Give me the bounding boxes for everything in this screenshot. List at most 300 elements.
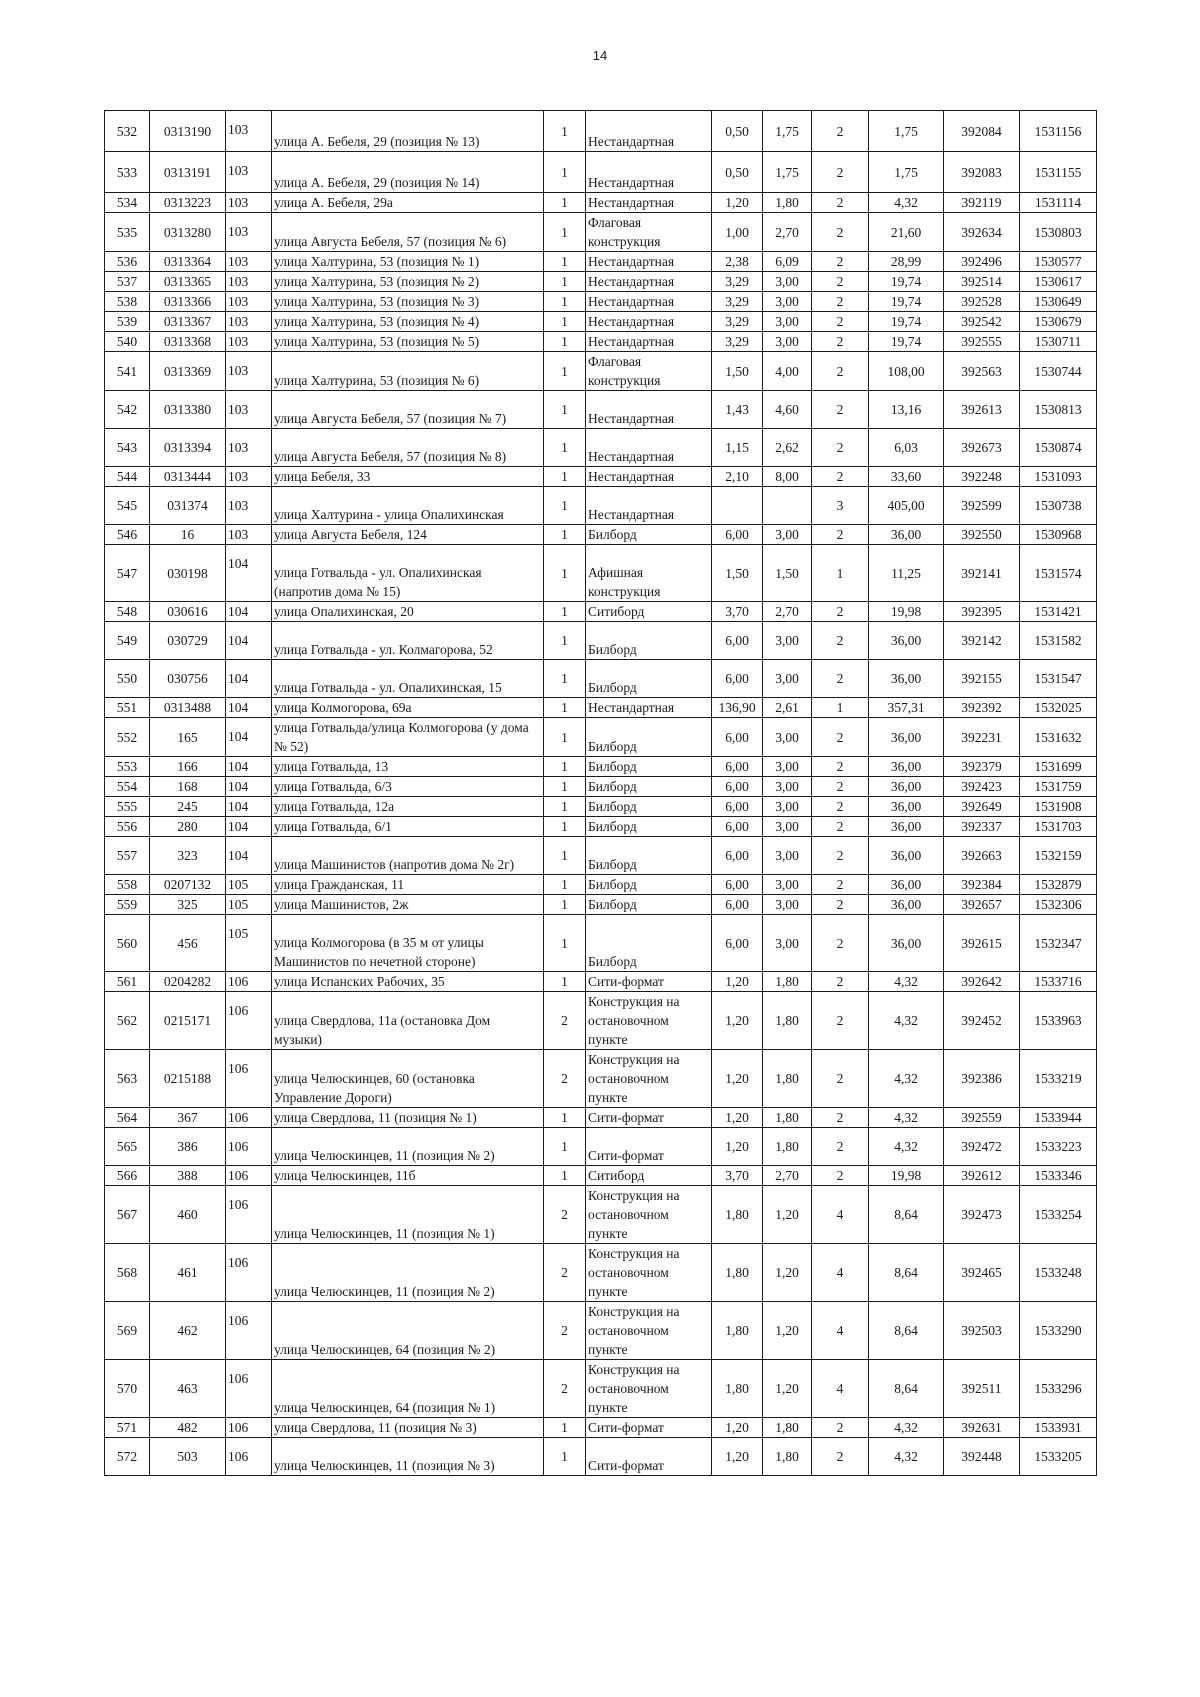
sides-count-cell: 1: [544, 972, 586, 992]
height-cell: 3,00: [763, 875, 812, 895]
address-cell: улица Челюскинцев, 60 (остановка Управление Дороги): [272, 1050, 544, 1108]
x-coordinate-cell: 392503: [944, 1302, 1020, 1360]
sides-count-cell: 1: [544, 252, 586, 272]
table-row: [105, 312, 1097, 332]
y-coordinate-cell: 1532025: [1020, 698, 1097, 718]
row-number-cell: 540: [105, 332, 150, 352]
y-coordinate-cell: 1530968: [1020, 525, 1097, 545]
structure-type-cell: Нестандартная: [586, 487, 712, 525]
height-cell: 2,70: [763, 602, 812, 622]
area-cell: 8,64: [869, 1360, 944, 1418]
address-cell: улица Машинистов (напротив дома № 2г): [272, 837, 544, 875]
area-cell: 36,00: [869, 797, 944, 817]
width-cell: 6,00: [712, 622, 763, 660]
height-cell: 3,00: [763, 817, 812, 837]
x-coordinate-cell: 392395: [944, 602, 1020, 622]
height-cell: 4,00: [763, 352, 812, 391]
structure-code-cell: 165: [150, 718, 226, 757]
y-coordinate-cell: 1533716: [1020, 972, 1097, 992]
table-row: [105, 777, 1097, 797]
address-cell: улица Августа Бебеля, 124: [272, 525, 544, 545]
y-coordinate-cell: 1531093: [1020, 467, 1097, 487]
sides-count-cell: 1: [544, 429, 586, 467]
y-coordinate-cell: 1530803: [1020, 213, 1097, 252]
table-row: [105, 545, 1097, 602]
district-code-cell: 106: [226, 1050, 272, 1108]
sides-count-cell: 1: [544, 817, 586, 837]
x-coordinate-cell: 392550: [944, 525, 1020, 545]
structure-code-cell: 030756: [150, 660, 226, 698]
area-cell: 405,00: [869, 487, 944, 525]
x-coordinate-cell: 392465: [944, 1244, 1020, 1302]
area-cell: 36,00: [869, 757, 944, 777]
structure-type-cell: Билборд: [586, 915, 712, 972]
structure-code-cell: 456: [150, 915, 226, 972]
table-row: [105, 837, 1097, 875]
structure-type-cell: Сити-формат: [586, 1438, 712, 1476]
address-cell: улица Свердлова, 11 (позиция № 1): [272, 1108, 544, 1128]
field-count-cell: 2: [812, 391, 869, 429]
structure-type-cell: Ситиборд: [586, 1166, 712, 1186]
y-coordinate-cell: 1533254: [1020, 1186, 1097, 1244]
width-cell: 6,00: [712, 757, 763, 777]
height-cell: 3,00: [763, 757, 812, 777]
y-coordinate-cell: 1530711: [1020, 332, 1097, 352]
x-coordinate-cell: 392555: [944, 332, 1020, 352]
x-coordinate-cell: 392452: [944, 992, 1020, 1050]
structure-code-cell: 0313394: [150, 429, 226, 467]
area-cell: 36,00: [869, 622, 944, 660]
sides-count-cell: 1: [544, 487, 586, 525]
table-row: [105, 1186, 1097, 1244]
y-coordinate-cell: 1532306: [1020, 895, 1097, 915]
district-code-cell: 103: [226, 525, 272, 545]
x-coordinate-cell: 392231: [944, 718, 1020, 757]
field-count-cell: 2: [812, 777, 869, 797]
height-cell: 3,00: [763, 332, 812, 352]
district-code-cell: 104: [226, 718, 272, 757]
structure-code-cell: 463: [150, 1360, 226, 1418]
table-row: [105, 152, 1097, 193]
y-coordinate-cell: 1530617: [1020, 272, 1097, 292]
structure-code-cell: 16: [150, 525, 226, 545]
sides-count-cell: 1: [544, 895, 586, 915]
table-row: [105, 915, 1097, 972]
structure-type-cell: Нестандартная: [586, 332, 712, 352]
table-row: [105, 352, 1097, 391]
sides-count-cell: 1: [544, 1166, 586, 1186]
height-cell: 1,75: [763, 152, 812, 193]
width-cell: 3,29: [712, 312, 763, 332]
district-code-cell: 104: [226, 817, 272, 837]
field-count-cell: 1: [812, 698, 869, 718]
row-number-cell: 563: [105, 1050, 150, 1108]
field-count-cell: 2: [812, 992, 869, 1050]
table-row: [105, 111, 1097, 152]
height-cell: 1,20: [763, 1360, 812, 1418]
address-cell: улица Машинистов, 2ж: [272, 895, 544, 915]
structure-code-cell: 030729: [150, 622, 226, 660]
y-coordinate-cell: 1531421: [1020, 602, 1097, 622]
address-cell: улица Августа Бебеля, 57 (позиция № 7): [272, 391, 544, 429]
area-cell: 357,31: [869, 698, 944, 718]
district-code-cell: 104: [226, 622, 272, 660]
district-code-cell: 103: [226, 292, 272, 312]
sides-count-cell: 1: [544, 193, 586, 213]
height-cell: 1,80: [763, 193, 812, 213]
area-cell: 36,00: [869, 895, 944, 915]
address-cell: улица Готвальда - ул. Опалихинская, 15: [272, 660, 544, 698]
structure-code-cell: 0215171: [150, 992, 226, 1050]
width-cell: 1,20: [712, 1108, 763, 1128]
structure-code-cell: 388: [150, 1166, 226, 1186]
structure-code-cell: 482: [150, 1418, 226, 1438]
row-number-cell: 538: [105, 292, 150, 312]
table-row: [105, 213, 1097, 252]
y-coordinate-cell: 1532347: [1020, 915, 1097, 972]
structure-code-cell: 0313365: [150, 272, 226, 292]
table-row: [105, 698, 1097, 718]
area-cell: 1,75: [869, 152, 944, 193]
y-coordinate-cell: 1533248: [1020, 1244, 1097, 1302]
field-count-cell: 4: [812, 1186, 869, 1244]
address-cell: улица Халтурина, 53 (позиция № 2): [272, 272, 544, 292]
area-cell: 28,99: [869, 252, 944, 272]
row-number-cell: 551: [105, 698, 150, 718]
width-cell: 0,50: [712, 152, 763, 193]
address-cell: улица Бебеля, 33: [272, 467, 544, 487]
area-cell: 36,00: [869, 915, 944, 972]
field-count-cell: 2: [812, 797, 869, 817]
address-cell: улица А. Бебеля, 29 (позиция № 14): [272, 152, 544, 193]
address-cell: улица Колмогорова (в 35 м от улицы Машинистов по нечетной стороне): [272, 915, 544, 972]
height-cell: 3,00: [763, 660, 812, 698]
area-cell: 19,74: [869, 292, 944, 312]
y-coordinate-cell: 1533290: [1020, 1302, 1097, 1360]
x-coordinate-cell: 392615: [944, 915, 1020, 972]
height-cell: 3,00: [763, 915, 812, 972]
sides-count-cell: 1: [544, 312, 586, 332]
y-coordinate-cell: 1533944: [1020, 1108, 1097, 1128]
y-coordinate-cell: 1531574: [1020, 545, 1097, 602]
width-cell: 1,20: [712, 1418, 763, 1438]
width-cell: 0,50: [712, 111, 763, 152]
district-code-cell: 104: [226, 777, 272, 797]
structure-type-cell: Афишная конструкция: [586, 545, 712, 602]
y-coordinate-cell: 1531703: [1020, 817, 1097, 837]
field-count-cell: 4: [812, 1302, 869, 1360]
width-cell: 6,00: [712, 915, 763, 972]
structure-code-cell: 0313367: [150, 312, 226, 332]
structure-code-cell: 0204282: [150, 972, 226, 992]
height-cell: 3,00: [763, 895, 812, 915]
field-count-cell: 2: [812, 193, 869, 213]
area-cell: 33,60: [869, 467, 944, 487]
address-cell: улица Челюскинцев, 11 (позиция № 1): [272, 1186, 544, 1244]
structure-code-cell: 030616: [150, 602, 226, 622]
structure-type-cell: Нестандартная: [586, 312, 712, 332]
field-count-cell: 2: [812, 312, 869, 332]
structure-code-cell: 0313366: [150, 292, 226, 312]
width-cell: 1,20: [712, 1438, 763, 1476]
row-number-cell: 569: [105, 1302, 150, 1360]
address-cell: улица А. Бебеля, 29 (позиция № 13): [272, 111, 544, 152]
sides-count-cell: 1: [544, 602, 586, 622]
address-cell: улица Гражданская, 11: [272, 875, 544, 895]
structure-type-cell: Билборд: [586, 718, 712, 757]
structure-code-cell: 0313223: [150, 193, 226, 213]
address-cell: улица Колмогорова, 69а: [272, 698, 544, 718]
address-cell: улица Халтурина - улица Опалихинская: [272, 487, 544, 525]
table-row: [105, 817, 1097, 837]
district-code-cell: 103: [226, 272, 272, 292]
address-cell: улица Халтурина, 53 (позиция № 1): [272, 252, 544, 272]
structure-type-cell: Конструкция на остановочном пункте: [586, 992, 712, 1050]
sides-count-cell: 2: [544, 992, 586, 1050]
structure-type-cell: Нестандартная: [586, 111, 712, 152]
structure-type-cell: Билборд: [586, 525, 712, 545]
row-number-cell: 570: [105, 1360, 150, 1418]
table-row: [105, 292, 1097, 312]
field-count-cell: 2: [812, 525, 869, 545]
x-coordinate-cell: 392142: [944, 622, 1020, 660]
area-cell: 8,64: [869, 1302, 944, 1360]
field-count-cell: 2: [812, 915, 869, 972]
height-cell: 3,00: [763, 525, 812, 545]
width-cell: 1,20: [712, 1128, 763, 1166]
table-row: [105, 602, 1097, 622]
table-body: [105, 111, 1097, 1476]
structure-code-cell: 0207132: [150, 875, 226, 895]
structure-code-cell: 0313280: [150, 213, 226, 252]
structure-type-cell: Нестандартная: [586, 152, 712, 193]
row-number-cell: 535: [105, 213, 150, 252]
structure-type-cell: Нестандартная: [586, 698, 712, 718]
table-row: [105, 467, 1097, 487]
structure-type-cell: Билборд: [586, 837, 712, 875]
area-cell: 19,74: [869, 312, 944, 332]
field-count-cell: 2: [812, 1418, 869, 1438]
height-cell: 1,80: [763, 1050, 812, 1108]
table-row: [105, 1438, 1097, 1476]
district-code-cell: 106: [226, 1302, 272, 1360]
advertising-structures-table: [104, 110, 1097, 1476]
row-number-cell: 572: [105, 1438, 150, 1476]
table-row: [105, 1050, 1097, 1108]
height-cell: 1,80: [763, 1128, 812, 1166]
row-number-cell: 537: [105, 272, 150, 292]
structure-code-cell: 386: [150, 1128, 226, 1166]
x-coordinate-cell: 392337: [944, 817, 1020, 837]
y-coordinate-cell: 1533219: [1020, 1050, 1097, 1108]
field-count-cell: 2: [812, 332, 869, 352]
y-coordinate-cell: 1533296: [1020, 1360, 1097, 1418]
area-cell: 36,00: [869, 525, 944, 545]
area-cell: 1,75: [869, 111, 944, 152]
district-code-cell: 103: [226, 332, 272, 352]
x-coordinate-cell: 392511: [944, 1360, 1020, 1418]
height-cell: 6,09: [763, 252, 812, 272]
row-number-cell: 546: [105, 525, 150, 545]
address-cell: улица Готвальда, 6/3: [272, 777, 544, 797]
structure-type-cell: Билборд: [586, 797, 712, 817]
field-count-cell: 2: [812, 429, 869, 467]
row-number-cell: 557: [105, 837, 150, 875]
sides-count-cell: 1: [544, 545, 586, 602]
row-number-cell: 571: [105, 1418, 150, 1438]
sides-count-cell: 2: [544, 1050, 586, 1108]
district-code-cell: 103: [226, 391, 272, 429]
x-coordinate-cell: 392613: [944, 391, 1020, 429]
sides-count-cell: 1: [544, 622, 586, 660]
table-row: [105, 718, 1097, 757]
width-cell: 1,80: [712, 1302, 763, 1360]
structure-code-cell: 0313364: [150, 252, 226, 272]
height-cell: 1,80: [763, 1418, 812, 1438]
table-row: [105, 193, 1097, 213]
row-number-cell: 565: [105, 1128, 150, 1166]
field-count-cell: 3: [812, 487, 869, 525]
width-cell: 6,00: [712, 837, 763, 875]
height-cell: 1,20: [763, 1302, 812, 1360]
field-count-cell: 2: [812, 875, 869, 895]
sides-count-cell: 2: [544, 1186, 586, 1244]
field-count-cell: 4: [812, 1244, 869, 1302]
area-cell: 36,00: [869, 817, 944, 837]
height-cell: 2,61: [763, 698, 812, 718]
district-code-cell: 103: [226, 111, 272, 152]
area-cell: 21,60: [869, 213, 944, 252]
sides-count-cell: 1: [544, 467, 586, 487]
x-coordinate-cell: 392496: [944, 252, 1020, 272]
row-number-cell: 568: [105, 1244, 150, 1302]
width-cell: 3,29: [712, 292, 763, 312]
field-count-cell: 2: [812, 1108, 869, 1128]
district-code-cell: 106: [226, 1438, 272, 1476]
x-coordinate-cell: 392631: [944, 1418, 1020, 1438]
district-code-cell: 106: [226, 1128, 272, 1166]
address-cell: улица А. Бебеля, 29а: [272, 193, 544, 213]
district-code-cell: 104: [226, 837, 272, 875]
sides-count-cell: 1: [544, 111, 586, 152]
row-number-cell: 553: [105, 757, 150, 777]
structure-code-cell: 031374: [150, 487, 226, 525]
x-coordinate-cell: 392155: [944, 660, 1020, 698]
address-cell: улица Халтурина, 53 (позиция № 6): [272, 352, 544, 391]
sides-count-cell: 1: [544, 272, 586, 292]
address-cell: улица Готвальда - ул. Колмагорова, 52: [272, 622, 544, 660]
table-row: [105, 272, 1097, 292]
structure-type-cell: Конструкция на остановочном пункте: [586, 1244, 712, 1302]
field-count-cell: 2: [812, 1050, 869, 1108]
structure-type-cell: Флаговая конструкция: [586, 352, 712, 391]
width-cell: 3,70: [712, 602, 763, 622]
field-count-cell: 2: [812, 718, 869, 757]
x-coordinate-cell: 392657: [944, 895, 1020, 915]
table-row: [105, 525, 1097, 545]
table-row: [105, 660, 1097, 698]
height-cell: 3,00: [763, 292, 812, 312]
x-coordinate-cell: 392084: [944, 111, 1020, 152]
x-coordinate-cell: 392392: [944, 698, 1020, 718]
field-count-cell: 2: [812, 837, 869, 875]
height-cell: 3,00: [763, 837, 812, 875]
structure-type-cell: Сити-формат: [586, 1108, 712, 1128]
row-number-cell: 541: [105, 352, 150, 391]
x-coordinate-cell: 392642: [944, 972, 1020, 992]
field-count-cell: 2: [812, 602, 869, 622]
structure-code-cell: 166: [150, 757, 226, 777]
sides-count-cell: 1: [544, 332, 586, 352]
sides-count-cell: 1: [544, 1108, 586, 1128]
sides-count-cell: 1: [544, 718, 586, 757]
x-coordinate-cell: 392384: [944, 875, 1020, 895]
district-code-cell: 103: [226, 467, 272, 487]
table-row: [105, 757, 1097, 777]
structure-type-cell: Нестандартная: [586, 467, 712, 487]
table-row: [105, 1166, 1097, 1186]
structure-type-cell: Нестандартная: [586, 429, 712, 467]
field-count-cell: 1: [812, 545, 869, 602]
row-number-cell: 533: [105, 152, 150, 193]
width-cell: 6,00: [712, 777, 763, 797]
row-number-cell: 566: [105, 1166, 150, 1186]
field-count-cell: 2: [812, 757, 869, 777]
height-cell: 3,00: [763, 797, 812, 817]
structure-code-cell: 0313380: [150, 391, 226, 429]
row-number-cell: 552: [105, 718, 150, 757]
district-code-cell: 106: [226, 1166, 272, 1186]
area-cell: 36,00: [869, 660, 944, 698]
row-number-cell: 559: [105, 895, 150, 915]
x-coordinate-cell: 392423: [944, 777, 1020, 797]
width-cell: 1,80: [712, 1244, 763, 1302]
field-count-cell: 2: [812, 252, 869, 272]
x-coordinate-cell: 392563: [944, 352, 1020, 391]
x-coordinate-cell: 392649: [944, 797, 1020, 817]
row-number-cell: 554: [105, 777, 150, 797]
row-number-cell: 534: [105, 193, 150, 213]
area-cell: 36,00: [869, 777, 944, 797]
sides-count-cell: 1: [544, 391, 586, 429]
district-code-cell: 106: [226, 1108, 272, 1128]
structure-type-cell: Ситиборд: [586, 602, 712, 622]
row-number-cell: 547: [105, 545, 150, 602]
x-coordinate-cell: 392083: [944, 152, 1020, 193]
structure-code-cell: 280: [150, 817, 226, 837]
sides-count-cell: 1: [544, 292, 586, 312]
height-cell: 3,00: [763, 272, 812, 292]
field-count-cell: 2: [812, 467, 869, 487]
table-row: [105, 1108, 1097, 1128]
address-cell: улица Халтурина, 53 (позиция № 4): [272, 312, 544, 332]
district-code-cell: 106: [226, 1244, 272, 1302]
area-cell: 4,32: [869, 992, 944, 1050]
row-number-cell: 539: [105, 312, 150, 332]
area-cell: 4,32: [869, 1108, 944, 1128]
table-row: [105, 992, 1097, 1050]
x-coordinate-cell: 392528: [944, 292, 1020, 312]
width-cell: 1,80: [712, 1186, 763, 1244]
height-cell: 1,80: [763, 1438, 812, 1476]
field-count-cell: 2: [812, 622, 869, 660]
table-row: [105, 1302, 1097, 1360]
sides-count-cell: 2: [544, 1302, 586, 1360]
structure-type-cell: Сити-формат: [586, 1418, 712, 1438]
page-number: 14: [592, 48, 608, 63]
y-coordinate-cell: 1533963: [1020, 992, 1097, 1050]
row-number-cell: 536: [105, 252, 150, 272]
